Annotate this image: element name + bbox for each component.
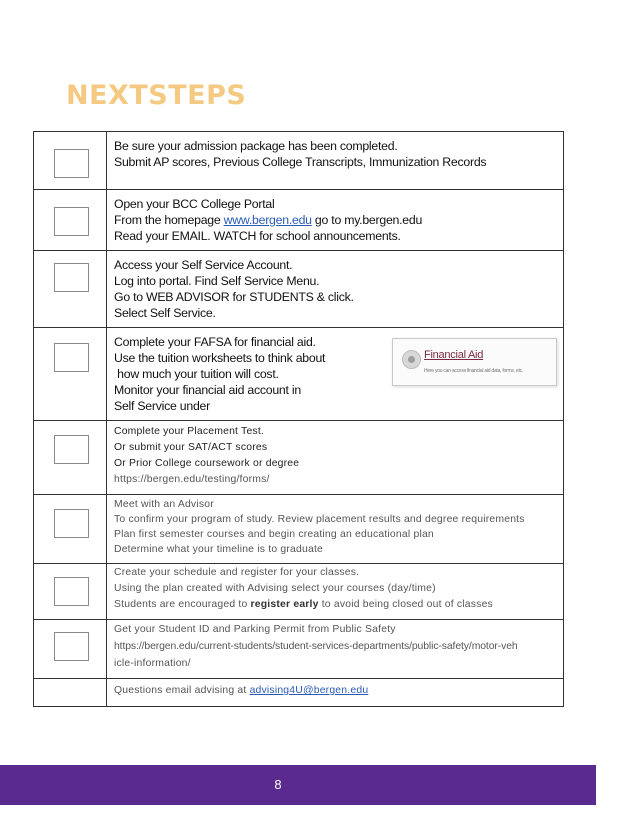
step-text: Read your EMAIL. WATCH for school announcements. [114,229,401,243]
step-row [34,495,564,564]
step-row [34,679,564,707]
step-text: Open your BCC College Portal [114,197,275,211]
page-title: NEXTSTEPS [66,80,247,111]
step-row [34,620,564,679]
step-checkbox[interactable] [54,343,89,372]
step-text: To confirm your program of study. Review placement results and degree requirements [114,514,525,525]
step-text: Select Self Service. [114,306,216,320]
step-row [34,132,564,190]
step-row [34,251,564,328]
financial-aid-screenshot [392,338,557,386]
page-number: 8 [274,777,282,792]
step-text: how much your tuition will cost. [114,367,279,381]
step-text: Plan first semester courses and begin creating an educational plan [114,529,434,540]
step-row [34,190,564,251]
step-text: Students are encouraged to register early to avoid being closed out of classes [114,599,493,610]
step-text: Be sure your admission package has been completed. [114,139,398,153]
step-row [34,421,564,495]
step-text: Self Service under [114,399,210,413]
financial-aid-title: Financial Aid [424,349,484,361]
step-checkbox[interactable] [54,435,89,464]
step-checkbox[interactable] [54,509,89,538]
financial-aid-description: Here you can access financial aid data, forms, etc. [424,368,523,374]
step-text: Using the plan created with Advising select your courses (day/time) [114,583,436,594]
step-text: Get your Student ID and Parking Permit from Public Safety [114,624,396,635]
step-row [34,328,564,421]
step-text: From the homepage www.bergen.edu go to my.bergen.edu [114,213,423,227]
step-text: Complete your FAFSA for financial aid. [114,335,316,349]
step-text: Determine what your timeline is to graduate [114,544,324,555]
page-footer [0,765,596,805]
step-text: Meet with an Advisor [114,499,214,510]
step-text: Log into portal. Find Self Service Menu. [114,274,320,288]
step-text: https://bergen.edu/current-students/student-services-departments/public-safety/motor-veh [114,641,518,652]
questions-text: Questions email advising at advising4U@bergen.edu [114,685,369,696]
step-checkbox[interactable] [54,263,89,292]
step-text: Complete your Placement Test. [114,426,264,437]
homepage-link[interactable]: www.bergen.edu [223,213,312,227]
step-row [34,564,564,620]
step-text: Submit AP scores, Previous College Transcripts, Immunization Records [114,155,487,169]
register-early-emphasis: register early [250,599,319,610]
step-text: icle-information/ [114,658,191,669]
step-text: Create your schedule and register for your classes. [114,567,360,578]
step-text: Or Prior College coursework or degree [114,458,300,469]
step-text: Or submit your SAT/ACT scores [114,442,268,453]
step-checkbox[interactable] [54,207,89,236]
advising-email-link[interactable]: advising4U@bergen.edu [249,685,369,696]
step-checkbox[interactable] [54,149,89,178]
step-text: Use the tuition worksheets to think about [114,351,326,365]
step-text: https://bergen.edu/testing/forms/ [114,474,270,485]
financial-aid-icon [402,350,421,369]
next-steps-table [33,131,564,707]
step-text: Go to WEB ADVISOR for STUDENTS & click. [114,290,354,304]
step-checkbox[interactable] [54,632,89,661]
step-text: Access your Self Service Account. [114,258,293,272]
step-text: Monitor your financial aid account in [114,383,301,397]
step-checkbox[interactable] [54,577,89,606]
